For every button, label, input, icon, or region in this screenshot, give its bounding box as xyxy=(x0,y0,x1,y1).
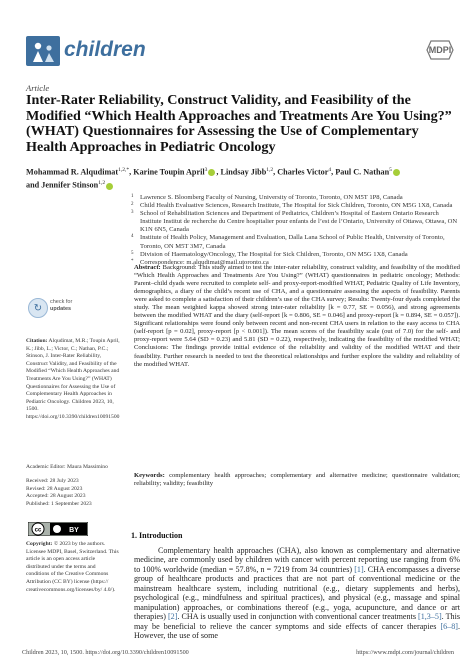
affiliation-item xyxy=(131,202,461,210)
introduction-paragraph xyxy=(134,546,460,641)
reference-link[interactable]: [1,3–5] xyxy=(418,612,442,622)
affiliation-marker: 1 xyxy=(131,194,134,199)
date-accepted: Accepted: 28 August 2023 xyxy=(26,493,86,500)
affiliation-text: Correspondence: m.alqudimat@mail.utoronto.ca xyxy=(140,258,269,266)
author-separator: , xyxy=(331,167,336,177)
affiliation-marker: 5 xyxy=(131,250,134,256)
journal-name[interactable]: children xyxy=(64,38,146,61)
refresh-icon: ↻ xyxy=(28,298,48,318)
cc-by-license-icon[interactable] xyxy=(28,522,88,536)
author-affiliation-marker: 4 xyxy=(328,167,332,173)
affiliation-text: Division of Haematology/Oncology, The Hospital for Sick Children, Toronto, ON M5G 1X8, Canada xyxy=(140,250,408,258)
affiliation-marker: * xyxy=(131,258,134,264)
author-name: Charles Victor xyxy=(277,167,329,177)
article-type: Article xyxy=(26,83,50,93)
footer-journal-url[interactable]: https://www.mdpi.com/journal/children xyxy=(356,649,454,656)
citation-block xyxy=(26,338,120,422)
section-number: 1. xyxy=(131,531,137,540)
affiliation-marker: 3 xyxy=(131,210,134,216)
citation-text[interactable]: Alqudimat, M.R.; Toupin April, K.; Jibb, L.; Victor, C.; Nathan, P.C.; Stinson, J. Inter-Rater Reliability, Construct Validity, and Feasibility of the Modified “Which Health Approaches and Treatments Are You Using?” (WHAT) Questionnaires for Assessing the Use of Complementary Health Approaches in Pediatric Oncology. Children 2023, 10, 1500. https://doi.org/10.3390/children10091500 xyxy=(26,338,120,420)
author-separator: , xyxy=(273,167,278,177)
svg-text:MDPI: MDPI xyxy=(428,45,452,55)
check-for-updates-button[interactable] xyxy=(28,298,88,318)
affiliation-marker: 2 xyxy=(131,202,134,208)
author-affiliation-marker: 1,2 xyxy=(266,167,274,173)
author-name: Karine Toupin April xyxy=(133,167,205,177)
date-received: Received: 28 July 2023 xyxy=(26,478,79,484)
author-name: and Jennifer Stinson xyxy=(26,180,99,190)
date-published: Published: 1 September 2023 xyxy=(26,500,92,507)
author-separator: , xyxy=(129,167,134,177)
author-affiliation-marker: 1,2 xyxy=(98,180,106,187)
intro-text-5: . However, the use of some xyxy=(134,621,460,641)
orcid-icon[interactable] xyxy=(106,183,113,190)
cc-text: cc xyxy=(34,527,42,534)
reference-link[interactable]: [6–8] xyxy=(440,621,458,631)
abstract xyxy=(134,264,460,369)
check-updates-line1: check for xyxy=(50,299,73,305)
affiliation-item xyxy=(131,234,461,250)
check-updates-label xyxy=(50,299,72,312)
intro-text-4: . This may be beneficial to relieve the cancer symptoms and side effects of cancer therapies xyxy=(134,612,460,631)
citation-label: Citation: xyxy=(26,338,48,344)
abstract-text: Background: This study aimed to test the inter-rater reliability, construct validity, and feasibility of the modified “Which Health Approaches and Treatments Are You Using?” (WHAT) questionnaires in pediatric oncology; Methods: Parent–child dyads were recruited to complete self- and proxy-report-modified WHAT, Pediatric Quality of Life Inventory, demographics, a diary of the child’s recent use of CHA, and a questionnaire assessing the aspects of feasibility. Parents were asked to complete a satisfaction of their children’s use of the CHA survey; Results: Twenty-four dyads completed the study. The mean weighted kappa showed strong inter-rater reliability [k = 0.77, SE = 0.056), and strong agreements between the modified WHAT and the diary (self-report [k = 0.806, SE = 0.046] and proxy-report [k = 0.894, SE = 0.057]). Significant relationships were found only between recent and non-recent CHA users in relation to the easy access to CHA (self-report [p = 0.02], proxy-report [p < 0.001]). The mean scores of the feasibility scale (out of 7.0) for the self- and proxy-report were 5.64 (SD = 0.23) and 5.81 (SD = 0.22), respectively, indicating the feasibility of the modified WHAT; Conclusions: The findings provide initial evidence of the reliability and validity of the modified WHAT and their feasibility. Further research is needed to test the theoretical relationships and further explore the validity and reliability of the modified WHAT. xyxy=(134,264,460,368)
by-text: BY xyxy=(69,527,79,534)
publication-dates xyxy=(26,478,120,508)
copyright-notice xyxy=(26,541,120,594)
check-updates-line2: updates xyxy=(50,305,72,312)
reference-link[interactable]: [1] xyxy=(354,564,364,574)
article-title: Inter-Rater Reliability, Construct Validity, and Feasibility of the Modified “Which Health Approaches and Treatments Are You Using?” (WHAT) Questionnaires for Assessing the Use of Complementary Health Approaches in Pediatric Oncology xyxy=(26,92,452,155)
reference-link[interactable]: [2] xyxy=(167,612,178,622)
author-separator: , xyxy=(216,167,221,177)
footer-citation[interactable]: Children 2023, 10, 1500. https://doi.org/10.3390/children10091500 xyxy=(22,649,189,656)
affiliation-item xyxy=(131,194,461,202)
affiliation-item xyxy=(131,210,461,234)
abstract-label: Abstract: xyxy=(134,264,161,271)
intro-text-2: . CHA encompasses a diverse group of healthcare products and practices that are not part of conventional medicine or the mainstream healthcare system, including nutritional (e.g., dietary supplements and herbs), psychological (e.g., mindfulness and spiritual practices), and physical (e.g., massage and spinal manipulation) approaches, or combinations thereof (e.g., yoga, acupuncture, and dance or art therapies) xyxy=(134,564,460,622)
intro-text-1: Complementary health approaches (CHA), also known as complementary and alternative medicine, are commonly used by children with cancer with percent reporting use ranging from 6% to 100% worldwide (median = 57.8%, n = 7219 from 34 countries) xyxy=(134,546,460,574)
author-affiliation-marker: 5 xyxy=(389,167,392,173)
mdpi-logo-icon[interactable] xyxy=(426,39,454,61)
affiliation-marker: 4 xyxy=(131,234,134,240)
keywords-label: Keywords: xyxy=(134,472,165,479)
affiliation-text: Institute of Health Policy, Management and Evaluation, Dalla Lana School of Public Health, University of Toronto, Toronto, ON M5T 3M7, Canada xyxy=(140,234,445,250)
orcid-icon[interactable] xyxy=(208,169,215,176)
copyright-label: Copyright: xyxy=(26,541,53,547)
journal-logo-icon xyxy=(26,36,60,66)
date-revised: Revised: 28 August 2023 xyxy=(26,485,83,492)
affiliation-item xyxy=(131,251,461,259)
affiliation-text: Child Health Evaluative Sciences, Research Institute, The Hospital for Sick Children, Toronto, ON M5G 1X8, Canada xyxy=(140,202,453,210)
section-heading-introduction xyxy=(131,531,182,540)
author-name: Lindsay Jibb xyxy=(220,167,267,177)
author-list xyxy=(26,165,456,191)
affiliation-text: School of Rehabilitation Sciences and Department of Pediatrics, Children’s Hospital of Eastern Ontario Research Institute Institut de recherche du Centre hospitalier pour enfants de l’est de l’Ontario, University of Ottawa, Ottawa, ON K1N 6N5, Canada xyxy=(140,210,458,234)
copyright-text: © 2023 by the authors. Licensee MDPI, Basel, Switzerland. This article is an open access article distributed under the terms and conditions of the Creative Commons Attribution (CC BY) license (https:// creativecommons.org/licenses/by/ 4.0/). xyxy=(26,541,119,593)
academic-editor: Academic Editor: Maura Massimino xyxy=(26,464,108,470)
author-affiliation-marker: 1,2,* xyxy=(118,167,130,173)
affiliation-list xyxy=(131,194,461,267)
keywords-text: complementary health approaches; complementary and alternative medicine; questionnaire validation; reliability; validity; feasibility xyxy=(134,472,460,488)
author-name: Mohammad R. Alqudimat xyxy=(26,167,119,177)
author-affiliation-marker: 3 xyxy=(204,167,208,173)
section-title: Introduction xyxy=(139,531,183,540)
author-name: Paul C. Nathan xyxy=(335,167,390,177)
orcid-icon[interactable] xyxy=(393,169,400,176)
keywords xyxy=(134,472,460,488)
intro-text-3: . CHA is usually used in conjunction with conventional cancer treatments xyxy=(177,612,419,622)
affiliation-text: Lawrence S. Bloomberg Faculty of Nursing, University of Toronto, Toronto, ON M5T 1P8, Canada xyxy=(140,194,403,201)
